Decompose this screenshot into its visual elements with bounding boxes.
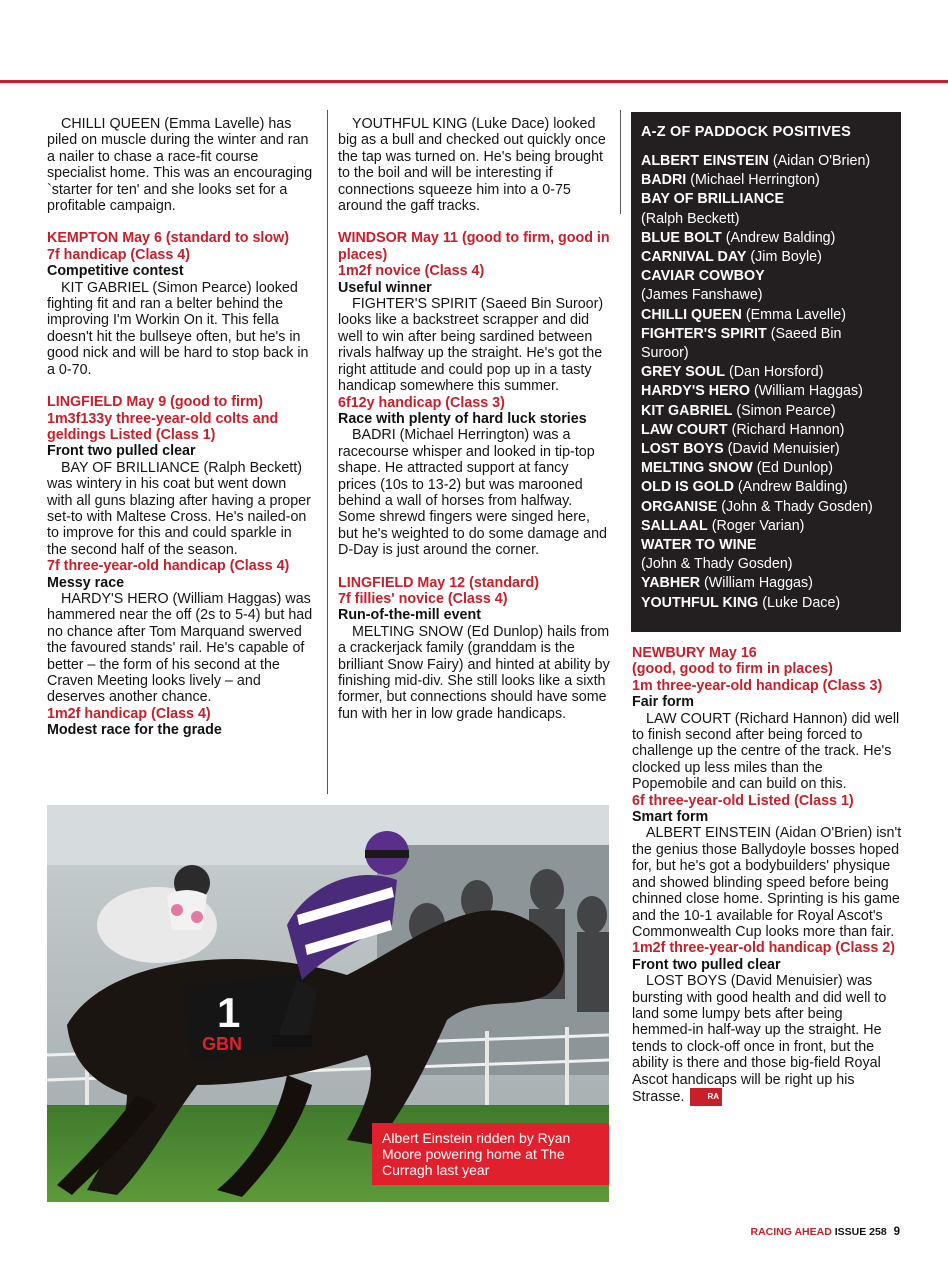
race-photo	[47, 805, 609, 1202]
trainer-name: (David Menuisier)	[727, 441, 840, 458]
column-divider-1	[327, 110, 328, 794]
newbury-6f-heading: 6f three-year-old Listed (Class 1)	[632, 792, 854, 809]
trainer-name: (Jim Boyle)	[750, 249, 822, 266]
magazine-name: RACING AHEAD	[750, 1226, 832, 1238]
paddock-positive-item	[641, 171, 891, 190]
horse-name: CHILLI QUEEN	[641, 306, 742, 323]
horse-name: LOST BOYS	[641, 441, 724, 458]
horse-name: BAY OF BRILLIANCE	[641, 191, 784, 208]
hardys-hero-paragraph: HARDY'S HERO (William Haggas) was hammered near the off (2s to 5-4) but had no chance after Tom Marquand swerved the favoured stands' rail. He's capable of better – the form of his second at the Craven Meeting looks lively – and deserves another chance.	[47, 590, 313, 706]
column-2	[338, 116, 610, 722]
trainer-name: (William Haggas)	[754, 383, 863, 400]
newbury-6f-subheading: Smart form	[632, 809, 709, 826]
newbury-going: (good, good to firm in places)	[632, 661, 833, 678]
horse-name: GREY SOUL	[641, 364, 725, 381]
trainer-name: (Michael Herrington)	[690, 172, 820, 189]
issue-number: ISSUE 258	[834, 1226, 887, 1238]
youthful-king-paragraph: YOUTHFUL KING (Luke Dace) looked big as a bull and checked out quickly once the tap was turned on. He's being brought to the boil and will be interesting if connections squeeze him into a 0-75 around the gaff tracks.	[338, 116, 606, 215]
top-rule	[0, 80, 948, 83]
saddle-cloth-number: 1	[217, 989, 241, 1036]
paddock-positive-item	[641, 363, 891, 382]
windsor-race-heading: 1m2f novice (Class 4)	[338, 263, 485, 280]
lingfield-fillies-subheading: Run-of-the-mill event	[338, 607, 481, 624]
melting-snow-paragraph: MELTING SNOW (Ed Dunlop) hails from a crackerjack family (granddam is the brilliant Snow Fairy) and hinted at ability by finishing mid-div. She still looks like a sixth former, but connections should have some fun with her in low grade handicaps.	[338, 623, 610, 722]
windsor-6f-heading: 6f12y handicap (Class 3)	[338, 394, 505, 411]
paddock-positive-item	[641, 536, 891, 555]
kempton-heading: KEMPTON May 6 (standard to slow)	[47, 230, 290, 247]
paddock-positive-item	[641, 210, 891, 229]
paddock-positive-item	[641, 498, 891, 517]
lingfield-fillies-heading: 7f fillies' novice (Class 4)	[338, 590, 508, 607]
trainer-name: (James Fanshawe)	[641, 287, 763, 304]
trainer-name: (John & Thady Gosden)	[721, 498, 873, 515]
lingfield-listed-race-heading: 1m3f133y three-year-old colts and geldings Listed (Class 1)	[47, 410, 279, 443]
horse-name: HARDY'S HERO	[641, 383, 751, 400]
trainer-name: (Dan Horsford)	[728, 364, 824, 381]
trainer-name: (Richard Hannon)	[731, 421, 845, 438]
trainer-name: (Andrew Balding)	[737, 479, 848, 496]
trainer-name: (Emma Lavelle)	[745, 306, 846, 323]
lingfield-7f-heading: 7f three-year-old handicap (Class 4)	[47, 558, 290, 575]
horse-name: FIGHTER'S SPIRIT	[641, 325, 767, 342]
paddock-positives-list	[641, 152, 891, 613]
paddock-positive-item	[641, 344, 891, 363]
kempton-race-heading: 7f handicap (Class 4)	[47, 246, 191, 263]
paddock-positive-item	[641, 229, 891, 248]
paddock-positives-title: A-Z OF PADDOCK POSITIVES	[641, 124, 851, 140]
paddock-positive-item	[641, 555, 891, 574]
bay-of-brilliance-paragraph: BAY OF BRILLIANCE (Ralph Beckett) was wintery in his coat but went down with all guns blazing after having a proper set-to with Maltese Cross. He's nailed-on to improve for this and could sparkle in the second half of the season.	[47, 459, 311, 558]
law-court-paragraph: LAW COURT (Richard Hannon) did well to finish second after being forced to challenge up the centre of the track. He's clocked up less miles than the Popemobile and can build on this.	[632, 710, 900, 793]
paddock-positive-item	[641, 248, 891, 267]
paddock-positives-box	[631, 112, 901, 632]
lingfield-listed-subheading: Front two pulled clear	[47, 443, 196, 460]
newbury-1m-heading: 1m three-year-old handicap (Class 3)	[632, 677, 883, 694]
paddock-positive-item	[641, 306, 891, 325]
trainer-name: (Simon Pearce)	[736, 402, 836, 419]
lost-boys-paragraph: LOST BOYS (David Menuisier) was bursting with good health and did well to land some lumpy bets after being hemmed-in half-way up the straight. He tends to clock-off once in front, but the ability is there and those big-field Royal Ascot handicaps will be right up his Strasse. RA	[632, 973, 887, 1105]
trainer-name: (William Haggas)	[704, 575, 813, 592]
lingfield-1m2f-subheading: Modest race for the grade	[47, 722, 222, 739]
column-3	[632, 645, 902, 1106]
paddock-positive-item	[641, 440, 891, 459]
kempton-subheading: Competitive contest	[47, 263, 184, 280]
horse-name: BADRI	[641, 172, 687, 189]
paddock-positive-item	[641, 517, 891, 536]
horse-name: ALBERT EINSTEIN	[641, 153, 769, 169]
fighters-spirit-paragraph: FIGHTER'S SPIRIT (Saeed Bin Suroor) looks like a backstreet scrapper and did well to win after being sardined between rivals halfway up the straight. He's got the right attitude and could pop up in a tasty handicap somewhere this summer.	[338, 296, 604, 395]
trainer-name: (Roger Varian)	[711, 517, 805, 534]
lingfield-may9-heading: LINGFIELD May 9 (good to firm)	[47, 394, 264, 411]
horse-name: SALLAAL	[641, 517, 708, 534]
trainer-name: (Luke Dace)	[762, 594, 841, 611]
horse-name: BLUE BOLT	[641, 229, 722, 246]
horse-name: CAVIAR COWBOY	[641, 268, 765, 285]
page-number: 9	[893, 1226, 900, 1238]
chilli-queen-paragraph: CHILLI QUEEN (Emma Lavelle) has piled on muscle during the winter and ran a nailer to chase a race-fit course specialist home. This was an encouraging `starter for ten' and she looks set for a profitable campaign.	[47, 116, 313, 215]
trainer-name: (Ed Dunlop)	[756, 460, 833, 477]
paddock-positive-item	[641, 152, 891, 171]
horse-name: WATER TO WINE	[641, 537, 757, 554]
horse-name: KIT GABRIEL	[641, 402, 733, 419]
paddock-positive-item	[641, 325, 891, 344]
paddock-positive-item	[641, 421, 891, 440]
paddock-positive-item	[641, 190, 891, 209]
saddle-cloth-logo: GBN	[202, 1034, 242, 1054]
newbury-1m2f-subheading: Front two pulled clear	[632, 956, 781, 973]
page-footer	[751, 1226, 900, 1238]
column-1	[47, 116, 315, 739]
horse-name: LAW COURT	[641, 421, 728, 438]
horse-name: OLD IS GOLD	[641, 479, 734, 496]
horse-name: YABHER	[641, 575, 701, 592]
newbury-1m-subheading: Fair form	[632, 694, 694, 711]
windsor-6f-subheading: Race with plenty of hard luck stories	[338, 410, 587, 427]
windsor-subheading: Useful winner	[338, 279, 432, 296]
paddock-positive-item	[641, 478, 891, 497]
paddock-positive-item	[641, 267, 891, 286]
trainer-name: Suroor)	[641, 345, 689, 362]
lingfield-may12-heading: LINGFIELD May 12 (standard)	[338, 574, 539, 591]
end-mark-logo: RA	[690, 1088, 722, 1106]
paddock-positive-item	[641, 594, 891, 613]
horse-name: CARNIVAL DAY	[641, 249, 747, 266]
paddock-positive-item	[641, 286, 891, 305]
trainer-name: (Ralph Beckett)	[641, 210, 740, 227]
paddock-positive-item	[641, 459, 891, 478]
trainer-name: (John & Thady Gosden)	[641, 556, 793, 573]
trainer-name: (Saeed Bin	[770, 325, 842, 342]
paddock-positive-item	[641, 382, 891, 401]
newbury-heading: NEWBURY May 16	[632, 645, 757, 661]
paddock-positive-item	[641, 402, 891, 421]
horse-name: MELTING SNOW	[641, 460, 753, 477]
albert-einstein-paragraph: ALBERT EINSTEIN (Aidan O'Brien) isn't the genius those Ballydoyle bosses hoped for, but he's got a bodybuilders' physique and showed blinding speed before being chinned close home. Sprinting is his game and the 10-1 available for Royal Ascot's Commonwealth Cup looks more than fair.	[632, 825, 902, 940]
lingfield-1m2f-heading: 1m2f handicap (Class 4)	[47, 705, 211, 722]
newbury-1m2f-heading: 1m2f three-year-old handicap (Class 2)	[632, 940, 895, 957]
kit-gabriel-paragraph: KIT GABRIEL (Simon Pearce) looked fighting fit and ran a belter behind the improving I'm Workin On it. This fella doesn't hit the bullseye often, but he's in good nick and will be hard to stop back in a 0-70.	[47, 279, 309, 378]
lingfield-7f-subheading: Messy race	[47, 574, 125, 591]
trainer-name: (Andrew Balding)	[725, 229, 836, 246]
photo-caption: Albert Einstein ridden by Ryan Moore powering home at The Curragh last year	[372, 1123, 609, 1185]
paddock-positive-item	[641, 574, 891, 593]
column-divider-2	[620, 110, 621, 214]
windsor-heading: WINDSOR May 11 (good to firm, good in places)	[338, 230, 610, 263]
badri-paragraph: BADRI (Michael Herrington) was a racecourse whisper and looked in tip-top shape. He attracted support at fancy prices (10s to 13-2) but was marooned behind a wall of horses from halfway. Some shrewd fingers were singed here, but he's weighted to do some damage and D-Day is just around the corner.	[338, 427, 607, 559]
horse-name: YOUTHFUL KING	[641, 594, 759, 611]
trainer-name: (Aidan O'Brien)	[772, 153, 871, 169]
horse-name: ORGANISE	[641, 498, 718, 515]
